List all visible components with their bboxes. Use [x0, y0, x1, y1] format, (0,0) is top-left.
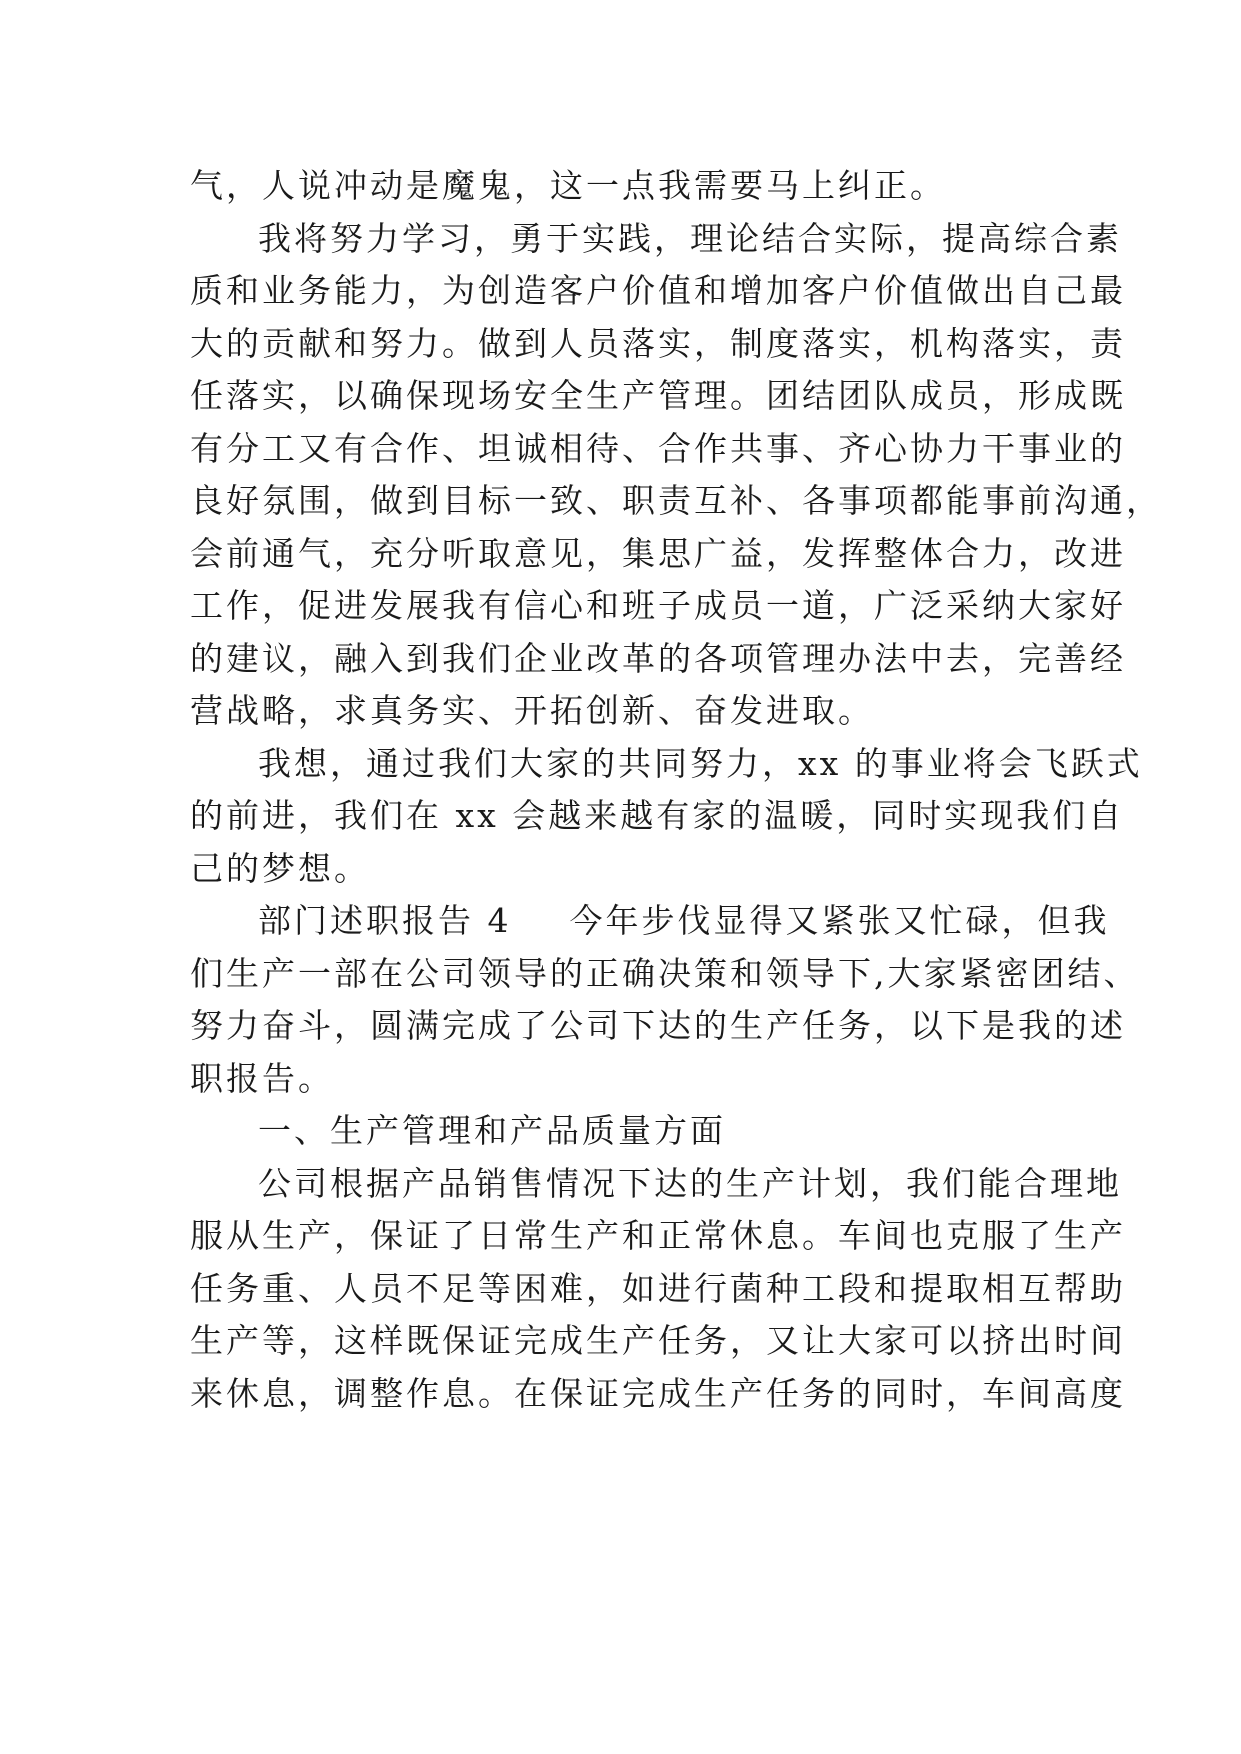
text-line: 己的梦想。 — [190, 848, 370, 888]
subheading: 一、生产管理和产品质量方面 — [258, 1111, 726, 1150]
text-line: 质和业务能力，为创造客户价值和增加客户价值做出自己最 — [190, 271, 1126, 310]
text-line: 职报告。 — [190, 1058, 334, 1098]
text-line: 气，人说冲动是魔鬼，这一点我需要马上纠正。 — [190, 166, 946, 205]
text-line: 营战略，求真务实、开拓创新、奋发进取。 — [190, 691, 874, 730]
section-heading: 部门述职报告 4 — [258, 901, 512, 940]
text-line: 任务重、人员不足等困难，如进行菌种工段和提取相互帮助 — [190, 1268, 1126, 1308]
text-line: 今年步伐显得又紧张又忙碌，但我 — [569, 901, 1110, 940]
text-line: 们生产一部在公司领导的正确决策和领导下,大家紧密团结、 — [190, 953, 1140, 993]
text-line: 有分工又有合作、坦诚相待、合作共事、齐心协力干事业的 — [190, 428, 1126, 468]
text-line: 我将努力学习，勇于实践，理论结合实际，提高综合素 — [258, 218, 1122, 258]
text-line: 的前进，我们在 xx 会越来越有家的温暖，同时实现我们自 — [190, 796, 1125, 835]
text-line: 我想，通过我们大家的共同努力，xx 的事业将会飞跃式 — [258, 743, 1143, 783]
text-line: 良好氛围，做到目标一致、职责互补、各事项都能事前沟通， — [190, 481, 1162, 520]
text-line: 服从生产，保证了日常生产和正常休息。车间也克服了生产 — [190, 1216, 1126, 1255]
text-line: 工作，促进发展我有信心和班子成员一道，广泛采纳大家好 — [190, 586, 1126, 625]
document-body — [190, 160, 1162, 1420]
text-line: 大的贡献和努力。做到人员落实，制度落实，机构落实，责 — [190, 323, 1126, 363]
section-heading-line — [190, 895, 1110, 948]
text-line: 生产等，这样既保证完成生产任务，又让大家可以挤出时间 — [190, 1321, 1126, 1360]
text-line: 来休息，调整作息。在保证完成生产任务的同时，车间高度 — [190, 1373, 1126, 1413]
text-line: 任落实，以确保现场安全生产管理。团结团队成员，形成既 — [190, 376, 1126, 415]
text-line: 的建议，融入到我们企业改革的各项管理办法中去，完善经 — [190, 638, 1126, 678]
text-line: 公司根据产品销售情况下达的生产计划，我们能合理地 — [258, 1163, 1122, 1203]
text-line: 会前通气，充分听取意见，集思广益，发挥整体合力，改进 — [190, 533, 1126, 573]
text-line: 努力奋斗，圆满完成了公司下达的生产任务，以下是我的述 — [190, 1006, 1126, 1045]
